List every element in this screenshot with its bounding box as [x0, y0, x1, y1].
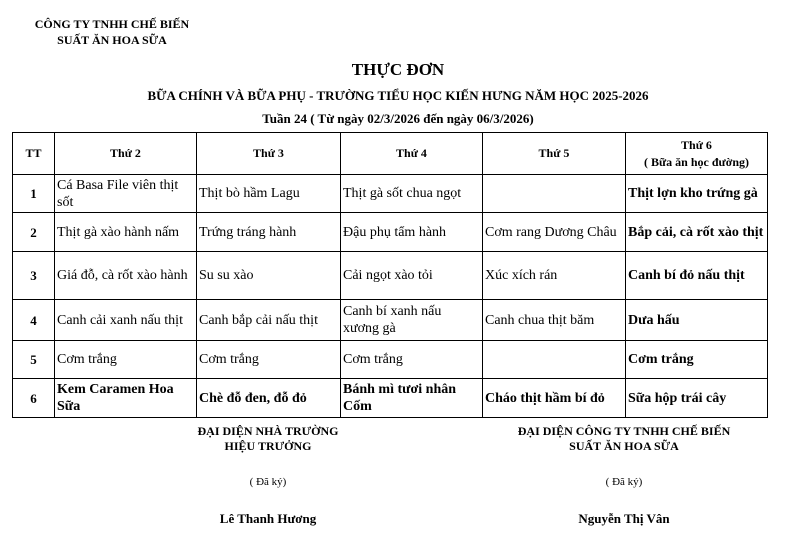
- menu-cell: Chè đỗ đen, đỗ đỏ: [197, 379, 341, 418]
- menu-cell: Dưa hấu: [626, 300, 768, 341]
- menu-cell: Cơm trắng: [55, 341, 197, 379]
- table-header-row: [13, 133, 768, 175]
- school-signature-block: [148, 424, 388, 526]
- company-line-1: CÔNG TY TNHH CHẾ BIẾN: [34, 17, 190, 31]
- menu-cell: Đậu phụ tẩm hành: [341, 213, 483, 252]
- menu-cell: Cơm trắng: [626, 341, 768, 379]
- company-role-2: SUẤT ĂN HOA SỮA: [569, 439, 679, 453]
- row-number: 3: [13, 252, 55, 300]
- menu-cell: Canh bí đỏ nấu thịt: [626, 252, 768, 300]
- column-header-tuesday: Thứ 3: [197, 133, 341, 175]
- menu-cell: Cá Basa File viên thịt sốt: [55, 175, 197, 213]
- row-number: 6: [13, 379, 55, 418]
- menu-cell: Bắp cải, cà rốt xào thịt: [626, 213, 768, 252]
- menu-cell: Thịt gà sốt chua ngọt: [341, 175, 483, 213]
- column-header-friday: [626, 133, 768, 175]
- column-header-monday: Thứ 2: [55, 133, 197, 175]
- row-number: 1: [13, 175, 55, 213]
- school-signed-note: ( Đã ký): [249, 476, 287, 488]
- school-signer-name: Lê Thanh Hương: [219, 511, 317, 526]
- company-name: [22, 16, 202, 48]
- menu-cell: Cháo thịt hầm bí đỏ: [483, 379, 626, 418]
- menu-cell: Xúc xích rán: [483, 252, 626, 300]
- column-header-wednesday: Thứ 4: [341, 133, 483, 175]
- menu-cell: Canh chua thịt băm: [483, 300, 626, 341]
- friday-note: ( Bữa ăn học đường): [643, 154, 750, 169]
- menu-cell: Kem Caramen Hoa Sữa: [55, 379, 197, 418]
- menu-cell: Bánh mì tươi nhân Cốm: [341, 379, 483, 418]
- company-signed-note: ( Đã ký): [605, 476, 643, 488]
- menu-cell: Sữa hộp trái cây: [626, 379, 768, 418]
- menu-cell: Canh bắp cải nấu thịt: [197, 300, 341, 341]
- menu-cell: Cơm trắng: [197, 341, 341, 379]
- table-row: [13, 213, 768, 252]
- school-role-2: HIỆU TRƯỞNG: [224, 439, 312, 453]
- friday-label: Thứ 6: [681, 137, 712, 152]
- table-row: [13, 175, 768, 213]
- row-number: 4: [13, 300, 55, 341]
- menu-cell: Thịt bò hầm Lagu: [197, 175, 341, 213]
- menu-cell: [483, 175, 626, 213]
- company-signature-block: [484, 424, 764, 526]
- menu-cell: Canh cải xanh nấu thịt: [55, 300, 197, 341]
- menu-cell: Cơm trắng: [341, 341, 483, 379]
- company-role-1: ĐẠI DIỆN CÔNG TY TNHH CHẾ BIẾN: [517, 424, 731, 438]
- table-row: [13, 300, 768, 341]
- menu-cell: Cơm rang Dương Châu: [483, 213, 626, 252]
- table-row: [13, 379, 768, 418]
- column-header-tt: TT: [13, 133, 55, 175]
- page-title: THỰC ĐƠN: [351, 60, 445, 79]
- column-header-thursday: Thứ 5: [483, 133, 626, 175]
- week-range: Tuần 24 ( Từ ngày 02/3/2026 đến ngày 06/3/2026): [262, 111, 534, 126]
- menu-cell: [483, 341, 626, 379]
- menu-cell: Thịt lợn kho trứng gà: [626, 175, 768, 213]
- school-role-1: ĐẠI DIỆN NHÀ TRƯỜNG: [197, 424, 339, 438]
- menu-cell: Canh bí xanh nấu xương gà: [341, 300, 483, 341]
- company-signer-name: Nguyễn Thị Vân: [578, 511, 670, 526]
- menu-table: [12, 132, 768, 418]
- page-subtitle: BỮA CHÍNH VÀ BỮA PHỤ - TRƯỜNG TIỂU HỌC KIẾN HƯNG NĂM HỌC 2025-2026: [147, 88, 649, 103]
- menu-cell: Thịt gà xào hành nấm: [55, 213, 197, 252]
- table-row: [13, 252, 768, 300]
- company-line-2: SUẤT ĂN HOA SỮA: [57, 33, 167, 47]
- menu-cell: Su su xào: [197, 252, 341, 300]
- menu-cell: Trứng tráng hành: [197, 213, 341, 252]
- row-number: 5: [13, 341, 55, 379]
- table-row: [13, 341, 768, 379]
- row-number: 2: [13, 213, 55, 252]
- menu-cell: Cải ngọt xào tỏi: [341, 252, 483, 300]
- menu-cell: Giá đỗ, cà rốt xào hành: [55, 252, 197, 300]
